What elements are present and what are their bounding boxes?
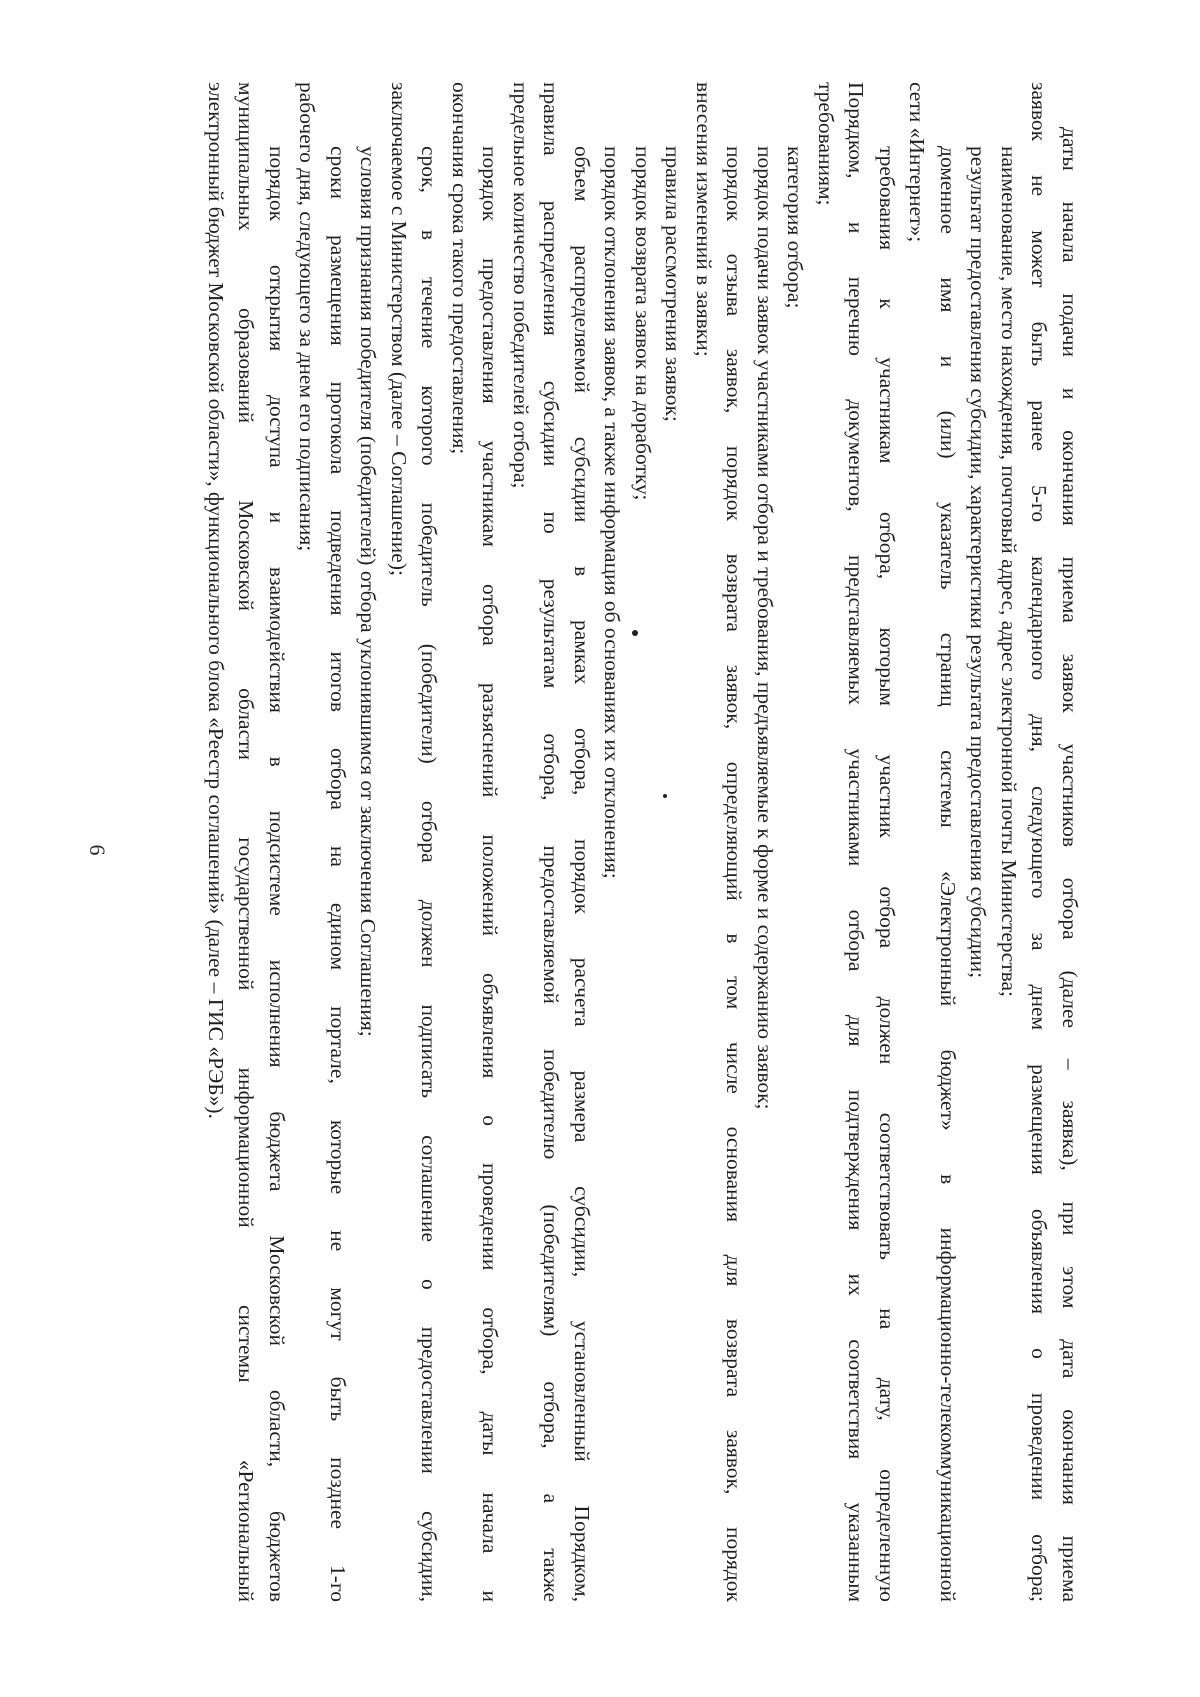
text-line: окончания срока такого предоставления; — [448, 82, 472, 455]
scan-speck — [663, 794, 667, 798]
text-line: наименование, место нахождения, почтовый адрес, адрес электронной почты Министерства; — [997, 146, 1021, 997]
text-line: муниципальных образований Московской области государственной информационной системы «Региональный — [234, 82, 259, 1602]
text-line: сети «Интернет»; — [905, 82, 930, 243]
text-line: правила рассмотрения заявок; — [661, 146, 686, 422]
page-number: 6 — [85, 844, 110, 856]
text-line: Порядком, и перечню документов, представляемых участниками отбора для подтверждения их соответствия указанным — [844, 82, 869, 1602]
text-line: заявок не может быть ранее 5-го календарного дня, следующего за днем размещения объявления о проведении отбора; — [1027, 82, 1052, 1602]
scan-speck — [632, 630, 638, 636]
text-line: правила распределения субсидии по результатам отбора, предоставляемой победителю (победителям) отбора, а также — [539, 82, 564, 1602]
text-line: рабочего дня, следующего за днем его подписания; — [295, 82, 320, 552]
text-line: даты начала подачи и окончания приема заявок участников отбора (далее – заявка), при этом дата окончания приема — [1058, 127, 1082, 1602]
text-line: порядок подачи заявок участниками отбора и требования, предъявляемые к форме и содержанию заявок; — [753, 146, 777, 1110]
text-line: предельное количество победителей отбора; — [509, 82, 533, 489]
document-body — [105, 82, 1085, 1602]
text-line: условия признания победителя (победителей) отбора уклонившимся от заключения Соглашения; — [356, 146, 381, 1037]
text-line: порядок предоставления участникам отбора разъяснений положений объявления о проведении отбора, даты начала и — [478, 146, 503, 1602]
text-line: порядок отзыва заявок, порядок возврата заявок, определяющий в том числе основания для возврата заявок, порядок — [722, 146, 747, 1602]
text-line: доменное имя и (или) указатель страниц системы «Электронный бюджет» в информационно-телекоммуникационной — [936, 146, 960, 1602]
text-line: категория отбора; — [783, 146, 808, 309]
text-line: порядок открытия доступа и взаимодействия в подсистеме исполнения бюджета Московской области, бюджетов — [265, 146, 289, 1602]
text-line: срок, в течение которого победитель (победители) отбора должен подписать соглашение о предоставлении субсидии, — [417, 146, 442, 1602]
text-line: порядок возврата заявок на доработку; — [631, 146, 655, 501]
text-line: требования к участникам отбора, которым участник отбора должен соответствовать на дату, определенную — [875, 146, 899, 1602]
text-line: объем распределяемой субсидии в рамках отбора, порядок расчета размера субсидии, установленный Порядком, — [570, 146, 594, 1602]
text-line: результат предоставления субсидии, характеристики результата предоставления субсидии; — [966, 146, 991, 979]
text-line: порядок отклонения заявок, а также информация об основаниях их отклонения; — [600, 146, 625, 879]
text-line: заключаемое с Министерством (далее – Соглашение); — [387, 82, 411, 576]
text-line: внесения изменений в заявки; — [692, 82, 716, 357]
text-line: сроки размещения протокола подведения итогов отбора на едином портале, которые не могут быть позднее 1-го — [326, 146, 350, 1602]
text-line: электронный бюджет Московской области», функционального блока «Реестр соглашений» (далее – ГИС «РЭБ»). — [204, 82, 228, 1119]
text-line: требованиям; — [814, 82, 838, 206]
